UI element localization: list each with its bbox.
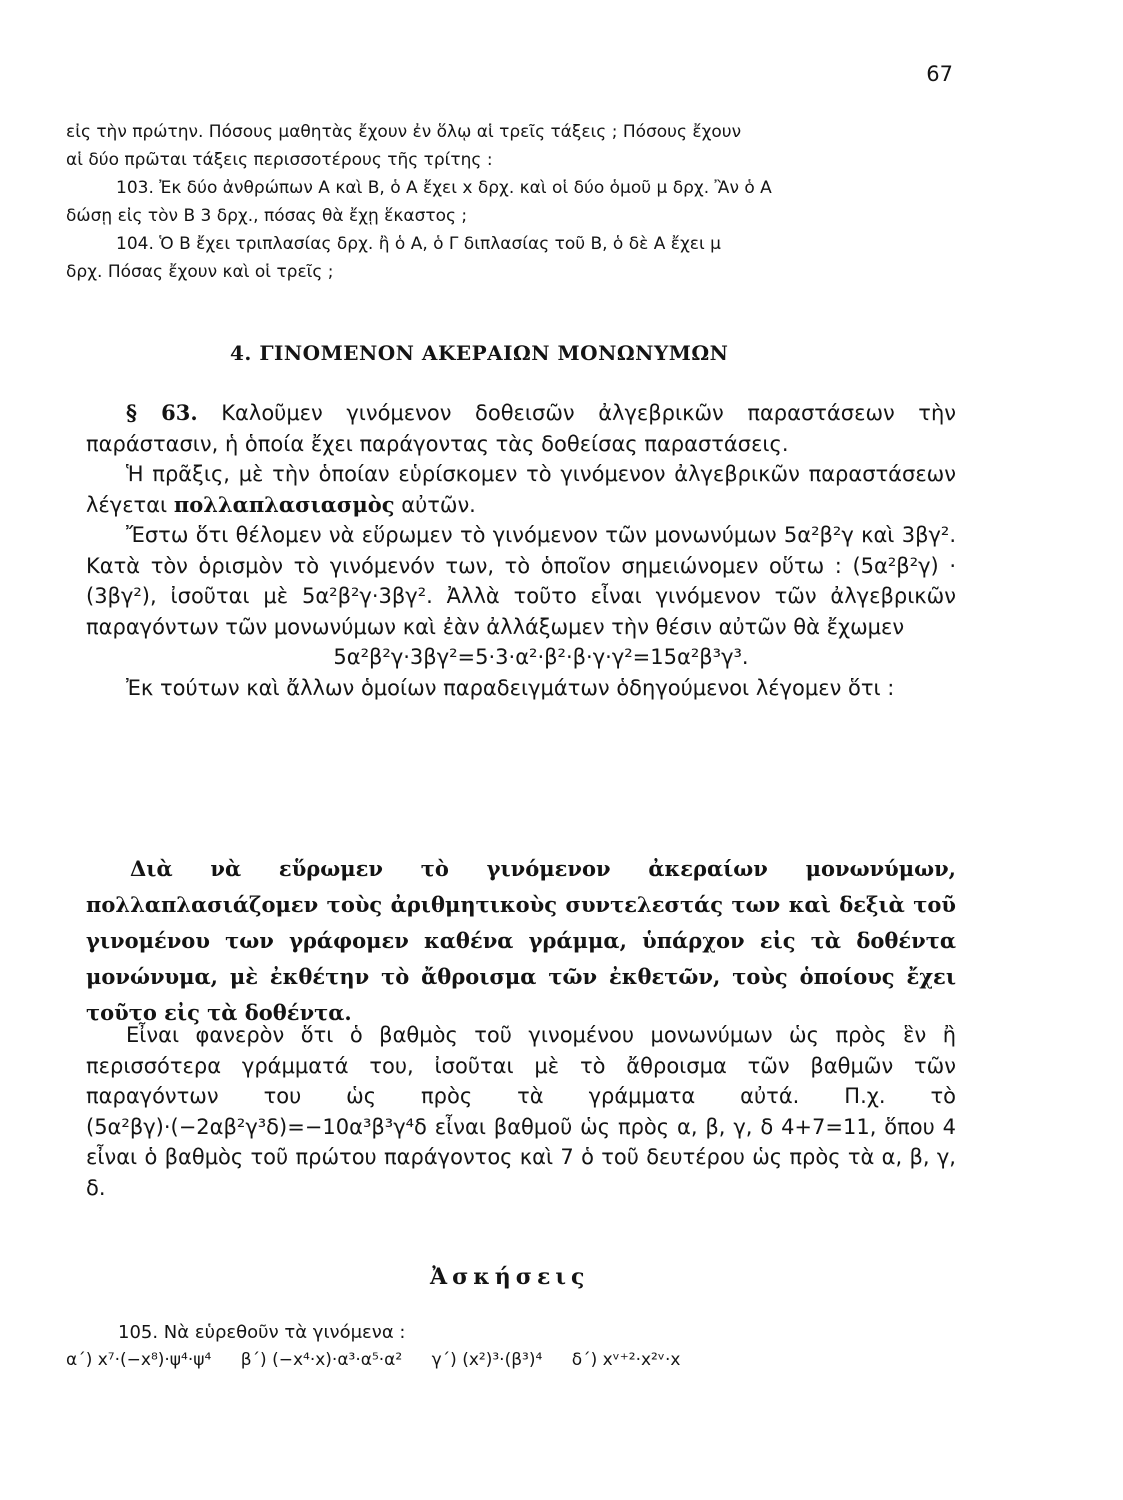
intro-line: αἱ δύο πρῶται τάξεις περισσοτέρους τῆς τρίτης : — [66, 150, 493, 170]
term-multiplication: πολλαπλασιασμὸς — [173, 491, 395, 517]
exercise-105-items — [66, 1350, 704, 1370]
exercise-item-b: β΄) (−x⁴·x)·α³·α⁵·α² — [240, 1350, 403, 1370]
intro-line: δρχ. Πόσας ἔχουν καὶ οἱ τρεῖς ; — [66, 262, 334, 282]
paragraph-63 — [86, 398, 956, 459]
intro-line: δώσῃ εἰς τὸν Β 3 δρχ., πόσας θὰ ἔχῃ ἕκαστος ; — [66, 206, 468, 226]
paragraph-example: Ἔστω ὅτι θέλομεν νὰ εὕρωμεν τὸ γινόμενον τῶν μονωνύμων 5α²β²γ καὶ 3βγ². Κατὰ τὸν ὁρισμὸν τὸ γινόμενόν των, τὸ ὁποῖον σημειώνομεν οὕτω : (5α²β²γ) · (3βγ²), ἰσοῦται μὲ 5α²β²γ·3βγ². Ἀλλὰ τοῦτο εἶναι γινόμενον τῶν ἀλγεβρικῶν παραγόντων τῶν μονωνύμων καὶ ἐὰν ἀλλάξωμεν τὴν θέσιν αὐτῶν θὰ ἔχωμεν — [86, 523, 956, 639]
paragraph-lead: Ἐκ τούτων καὶ ἄλλων ὁμοίων παραδειγμάτων ὁδηγούμενοι λέγομεν ὅτι : — [126, 675, 895, 700]
exercises-title: Ἀσκήσεις — [430, 1264, 590, 1290]
formula: 5α²β²γ·3βγ²=5·3·α²·β²·β·γ·γ²=15α²β³γ³. — [333, 645, 749, 669]
exercise-105-intro: 105. Νὰ εὑρεθοῦν τὰ γινόμενα : — [118, 1322, 406, 1343]
previous-exercises — [66, 118, 946, 286]
section-heading: 4. ΓΙΝΟΜΕΝΟΝ ΑΚΕΡΑΙΩΝ ΜΟΝΩΝΥΜΩΝ — [230, 341, 729, 365]
rule-statement — [86, 851, 956, 1031]
intro-line: εἰς τὴν πρώτην. Πόσους μαθητὰς ἔχουν ἐν ὅλῳ αἱ τρεῖς τάξεις ; Πόσους ἔχουν — [66, 122, 742, 142]
rule-text: Διὰ νὰ εὕρωμεν τὸ γινόμενον ἀκεραίων μονωνύμων, πολλαπλασιάζομεν τοὺς ἀριθμητικοὺς συντελεστάς των καὶ δεξιὰ τοῦ γινομένου των γράφομεν καθένα γράμμα, ὑπάρχον εἰς τὰ δοθέντα μονώνυμα, μὲ ἐκθέτην τὸ ἄθροισμα τῶν ἐκθετῶν, τοὺς ὁποίους ἔχει τοῦτο εἰς τὰ δοθέντα. — [86, 856, 956, 1025]
definition-text: Καλοῦμεν γινόμενον δοθεισῶν ἀλγεβρικῶν παραστάσεων τὴν παράστασιν, ἡ ὁποία ἔχει παράγοντας τὰς δοθείσας παραστάσεις. — [86, 401, 956, 456]
paragraph-multiplication — [86, 459, 956, 520]
exercise-item-c: γ΄) (x²)³·(β³)⁴ — [431, 1350, 543, 1370]
section-label: § 63. — [126, 400, 198, 425]
multiplication-text: Ἡ πρᾶξις, μὲ τὴν ὁποίαν εὑρίσκομεν τὸ γινόμενον ἀλγεβρικῶν παραστάσεων λέγεται — [86, 462, 956, 517]
exercise-item-a: α΄) x⁷·(−x⁸)·ψ⁴·ψ⁴ — [66, 1350, 212, 1370]
paragraph-degree: Εἶναι φανερὸν ὅτι ὁ βαθμὸς τοῦ γινομένου μονωνύμων ὡς πρὸς ἓν ἢ περισσότερα γράμματά του, ἰσοῦται μὲ τὸ ἄθροισμα τῶν βαθμῶν τῶν παραγόντων του ὡς πρὸς τὰ γράμματα αὐτά. Π.χ. τὸ (5α²βγ)·(−2αβ²γ³δ)=−10α³β³γ⁴δ εἶναι βαθμοῦ ὡς πρὸς α, β, γ, δ 4+7=11, ὅπου 4 εἶναι ὁ βαθμὸς τοῦ πρώτου παράγοντος καὶ 7 ὁ τοῦ δευτέρου ὡς πρὸς τὰ α, β, γ, δ. — [86, 1023, 956, 1200]
page-number: 67 — [926, 62, 953, 86]
multiplication-tail: αὐτῶν. — [401, 492, 476, 517]
exercise-103: 103. Ἐκ δύο ἀνθρώπων Α καὶ Β, ὁ Α ἔχει x δρχ. καὶ οἱ δύο ὁμοῦ μ δρχ. Ἂν ὁ Α — [116, 178, 772, 198]
exercise-104: 104. Ὁ Β ἔχει τριπλασίας δρχ. ἢ ὁ Α, ὁ Γ διπλασίας τοῦ Β, ὁ δὲ Α ἔχει μ — [116, 234, 721, 254]
exercise-item-d: δ΄) xᵛ⁺²·x²ᵛ·x — [571, 1350, 681, 1370]
degree-text — [86, 1020, 956, 1203]
main-text — [86, 398, 956, 703]
